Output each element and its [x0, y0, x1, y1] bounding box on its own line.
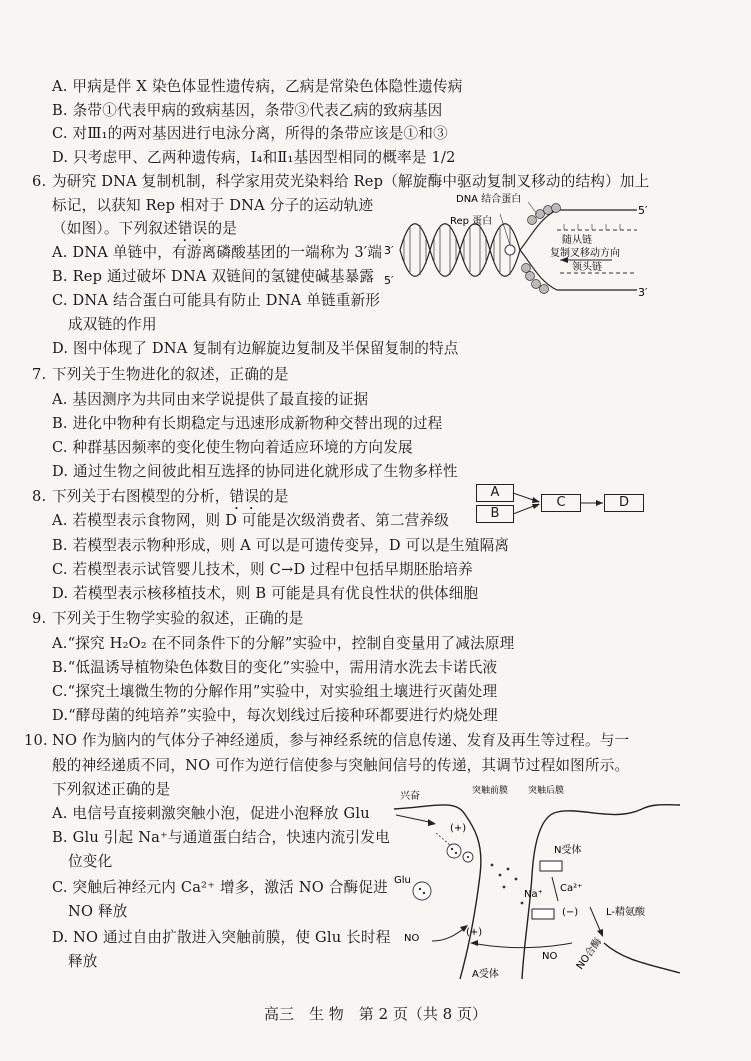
dna-replication-figure: [382, 190, 652, 305]
q8-option-b: B. 若模型表示物种形成，则 A 可以是可遗传变异，D 可以是生殖隔离: [52, 537, 510, 554]
label-calcium: Ca²⁺: [560, 883, 583, 894]
q6-option-c: C. DNA 结合蛋白可能具有防止 DNA 单链重新形: [52, 292, 381, 309]
label-excitation: 兴奋: [400, 791, 420, 802]
q7-option-a: A. 基因测序为共同由来学说提供了最直接的证据: [52, 391, 369, 408]
q10-number: 10.: [24, 732, 48, 749]
q10-stem-line1: NO 作为脑内的气体分子神经递质，参与神经系统的信息传递、发育及再生等过程。与一: [52, 732, 630, 749]
q6-option-b: B. Rep 通过破坏 DNA 双链间的氢键使碱基暴露: [52, 268, 375, 285]
label-no-synthase: NO合酶: [574, 936, 605, 972]
q10-stem-line2: 般的神经递质不同，NO 可作为逆行信使参与突触间信号的传递，其调节过程如图所示。: [52, 757, 630, 774]
q8-number: 8.: [32, 488, 47, 505]
q10-option-d-cont: 释放: [68, 953, 98, 970]
q7-number: 7.: [32, 366, 47, 383]
q8-stem: 下列关于右图模型的分析，错误的是: [52, 488, 289, 505]
q7-stem: 下列关于生物进化的叙述，正确的是: [52, 366, 289, 383]
label-l-arginine: L-精氨酸: [606, 907, 646, 918]
label-binding-protein: DNA 结合蛋白: [456, 194, 522, 205]
q8-option-c: C. 若模型表示试管婴儿技术，则 C→D 过程中包括早期胚胎培养: [52, 561, 473, 578]
model-box-b: B: [476, 505, 514, 523]
label-glu: Glu: [394, 875, 411, 886]
synapse-figure: [392, 783, 682, 981]
q9-stem: 下列关于生物学实验的叙述，正确的是: [52, 610, 304, 627]
q7-option-c: C. 种群基因频率的变化使生物向着适应环境的方向发展: [52, 439, 413, 456]
label-5-prime-top: 5′: [638, 204, 648, 217]
q6-stem-line1: 为研究 DNA 复制机制，科学家用荧光染料给 Rep（解旋酶中驱动复制叉移动的结构）加上: [52, 173, 650, 190]
q5-option-b: B. 条带①代表甲病的致病基因，条带③代表乙病的致病基因: [52, 102, 443, 119]
label-3-prime-left: 3′: [384, 244, 394, 257]
q9-option-d: D.“酵母菌的纯培养”实验中，每次划线过后接种环都要进行灼烧处理: [52, 707, 498, 724]
q6-stem-line2: 标记，以获知 Rep 相对于 DNA 分子的运动轨迹: [52, 197, 374, 214]
q9-number: 9.: [32, 610, 47, 627]
label-3-prime-bottom: 3′: [638, 286, 648, 299]
label-plus-1: (+): [450, 823, 467, 834]
label-rep-protein: Rep 蛋白: [450, 216, 493, 227]
label-5-prime-left: 5′: [384, 274, 394, 287]
q9-option-c: C.“探究土壤微生物的分解作用”实验中，对实验组土壤进行灭菌处理: [52, 683, 498, 700]
q10-option-b: B. Glu 引起 Na⁺与通道蛋白结合，快速内流引发电: [52, 829, 390, 846]
model-box-c: C: [541, 494, 581, 512]
q9-option-a: A.“探究 H₂O₂ 在不同条件下的分解”实验中，控制自变量用了减法原理: [52, 635, 515, 652]
q5-option-d: D. 只考虑甲、乙两种遗传病，Ⅰ₄和Ⅱ₁基因型相同的概率是 1/2: [52, 149, 456, 166]
q5-option-a: A. 甲病是伴 X 染色体显性遗传病，乙病是常染色体隐性遗传病: [52, 78, 463, 95]
q10-option-c-cont: NO 释放: [68, 903, 128, 920]
label-no-pre: NO: [404, 933, 420, 944]
model-arrows: [513, 488, 605, 528]
q5-option-c: C. 对Ⅲ₁的两对基因进行电泳分离，所得的条带应该是①和③: [52, 125, 448, 142]
label-postsynaptic-membrane: 突触后膜: [528, 786, 565, 796]
label-plus-2: (+): [466, 927, 483, 938]
q6-number: 6.: [32, 173, 47, 190]
q6-stem-line3: （如图）。下列叙述错误的是: [52, 220, 238, 237]
q10-option-c: C. 突触后神经元内 Ca²⁺ 增多，激活 NO 合酶促进: [52, 879, 388, 896]
model-box-d: D: [604, 494, 644, 512]
q8-option-d: D. 若模型表示核移植技术，则 B 可能是具有优良性状的供体细胞: [52, 585, 479, 602]
label-leading-strand: 领头链: [572, 262, 602, 273]
page-footer: 高三 生 物 第 2 页（共 8 页）: [264, 1005, 487, 1023]
q10-option-a: A. 电信号直接刺激突触小泡，促进小泡释放 Glu: [52, 805, 370, 822]
q6-option-a: A. DNA 单链中，有游离磷酸基团的一端称为 3′端: [52, 244, 383, 261]
q10-stem-line3: 下列叙述正确的是: [52, 781, 171, 798]
q9-option-b: B.“低温诱导植物染色体数目的变化”实验中，需用清水洗去卡诺氏液: [52, 659, 498, 676]
label-lagging-strand: 随从链: [562, 235, 592, 246]
label-presynaptic-membrane: 突触前膜: [472, 786, 509, 796]
label-a-receptor: A受体: [472, 969, 499, 980]
q7-option-b: B. 进化中物种有长期稳定与迅速形成新物种交替出现的过程: [52, 415, 443, 432]
label-sodium: Na⁺: [524, 889, 543, 900]
label-minus: (−): [562, 907, 579, 918]
model-box-a: A: [476, 484, 514, 502]
q8-option-a: A. 若模型表示食物网，则 D 可能是次级消费者、第二营养级: [52, 512, 450, 529]
q6-option-c-cont: 成双链的作用: [68, 316, 157, 333]
label-n-receptor: N受体: [554, 845, 582, 856]
q10-option-d: D. NO 通过自由扩散进入突触前膜，使 Glu 长时程: [52, 929, 391, 946]
label-no-post: NO: [542, 951, 558, 962]
q10-option-b-cont: 位变化: [68, 853, 113, 870]
q7-option-d: D. 通过生物之间彼此相互选择的协同进化就形成了生物多样性: [52, 463, 458, 480]
q6-option-d: D. 图中体现了 DNA 复制有边解旋边复制及半保留复制的特点: [52, 340, 459, 357]
label-fork-direction: 复制叉移动方向: [550, 248, 620, 259]
